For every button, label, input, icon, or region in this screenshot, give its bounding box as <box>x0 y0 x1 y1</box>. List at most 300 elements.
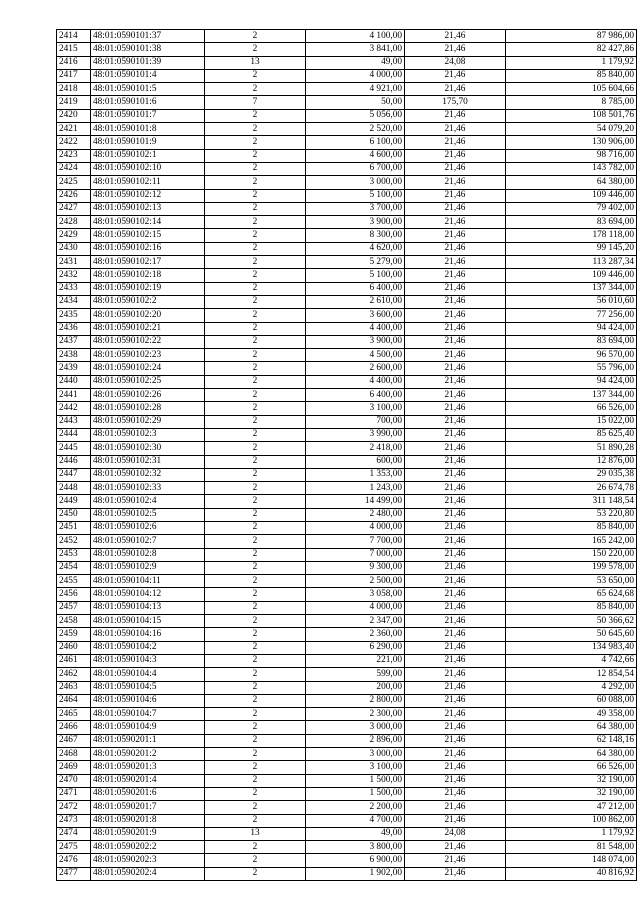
row-number-cell: 2469 <box>57 761 91 774</box>
category-code-cell: 2 <box>205 482 306 495</box>
table-row <box>57 548 637 561</box>
table-row <box>57 841 637 854</box>
category-code-cell: 2 <box>205 681 306 694</box>
value-cell: 49 358,00 <box>506 708 637 721</box>
row-number-cell: 2428 <box>57 216 91 229</box>
area-cell: 4 921,00 <box>306 83 405 96</box>
rate-cell: 21,46 <box>405 641 506 654</box>
category-code-cell: 2 <box>205 176 306 189</box>
rate-cell: 24,08 <box>405 56 506 69</box>
row-number-cell: 2447 <box>57 468 91 481</box>
category-code-cell: 2 <box>205 654 306 667</box>
table-row <box>57 256 637 269</box>
rate-cell: 21,46 <box>405 269 506 282</box>
value-cell: 64 380,00 <box>506 176 637 189</box>
category-code-cell: 2 <box>205 814 306 827</box>
value-cell: 94 424,00 <box>506 375 637 388</box>
area-cell: 2 800,00 <box>306 694 405 707</box>
category-code-cell: 2 <box>205 455 306 468</box>
table-row <box>57 761 637 774</box>
category-code-cell: 2 <box>205 402 306 415</box>
cadastral-number-cell: 48:01:0590101:37 <box>91 30 205 43</box>
category-code-cell: 2 <box>205 389 306 402</box>
area-cell: 2 200,00 <box>306 801 405 814</box>
cadastral-number-cell: 48:01:0590102:8 <box>91 548 205 561</box>
table-row <box>57 123 637 136</box>
cadastral-number-cell: 48:01:0590102:32 <box>91 468 205 481</box>
row-number-cell: 2464 <box>57 694 91 707</box>
value-cell: 51 890,28 <box>506 442 637 455</box>
value-cell: 105 604,66 <box>506 83 637 96</box>
area-cell: 3 000,00 <box>306 176 405 189</box>
area-cell: 5 100,00 <box>306 189 405 202</box>
row-number-cell: 2454 <box>57 561 91 574</box>
category-code-cell: 2 <box>205 442 306 455</box>
area-cell: 2 600,00 <box>306 362 405 375</box>
area-cell: 7 000,00 <box>306 548 405 561</box>
rate-cell: 21,46 <box>405 335 506 348</box>
cadastral-number-cell: 48:01:0590102:20 <box>91 309 205 322</box>
table-row <box>57 69 637 82</box>
category-code-cell: 2 <box>205 162 306 175</box>
category-code-cell: 2 <box>205 575 306 588</box>
table-row <box>57 229 637 242</box>
category-code-cell: 13 <box>205 56 306 69</box>
category-code-cell: 2 <box>205 495 306 508</box>
cadastral-number-cell: 48:01:0590102:25 <box>91 375 205 388</box>
rate-cell: 21,46 <box>405 162 506 175</box>
table-row <box>57 482 637 495</box>
cadastral-number-cell: 48:01:0590202:3 <box>91 854 205 867</box>
rate-cell: 21,46 <box>405 455 506 468</box>
category-code-cell: 2 <box>205 535 306 548</box>
cadastral-number-cell: 48:01:0590102:28 <box>91 402 205 415</box>
value-cell: 66 526,00 <box>506 761 637 774</box>
value-cell: 26 674,78 <box>506 482 637 495</box>
cadastral-number-cell: 48:01:0590102:7 <box>91 535 205 548</box>
category-code-cell: 2 <box>205 854 306 867</box>
area-cell: 3 841,00 <box>306 43 405 56</box>
table-row <box>57 455 637 468</box>
table-row <box>57 654 637 667</box>
value-cell: 148 074,00 <box>506 854 637 867</box>
rate-cell: 21,46 <box>405 654 506 667</box>
rate-cell: 21,46 <box>405 349 506 362</box>
rate-cell: 21,46 <box>405 814 506 827</box>
value-cell: 56 010,60 <box>506 295 637 308</box>
rate-cell: 21,46 <box>405 601 506 614</box>
cadastral-number-cell: 48:01:0590104:3 <box>91 654 205 667</box>
category-code-cell: 2 <box>205 628 306 641</box>
area-cell: 3 100,00 <box>306 402 405 415</box>
rate-cell: 21,46 <box>405 867 506 880</box>
category-code-cell: 2 <box>205 867 306 880</box>
table-row <box>57 242 637 255</box>
cadastral-number-cell: 48:01:0590201:6 <box>91 787 205 800</box>
category-code-cell: 2 <box>205 841 306 854</box>
row-number-cell: 2465 <box>57 708 91 721</box>
table-row <box>57 588 637 601</box>
area-cell: 4 600,00 <box>306 149 405 162</box>
row-number-cell: 2462 <box>57 668 91 681</box>
area-cell: 2 347,00 <box>306 615 405 628</box>
row-number-cell: 2449 <box>57 495 91 508</box>
value-cell: 109 446,00 <box>506 189 637 202</box>
category-code-cell: 2 <box>205 774 306 787</box>
row-number-cell: 2424 <box>57 162 91 175</box>
row-number-cell: 2438 <box>57 349 91 362</box>
rate-cell: 21,46 <box>405 588 506 601</box>
row-number-cell: 2457 <box>57 601 91 614</box>
table-row <box>57 83 637 96</box>
table-row <box>57 508 637 521</box>
cadastral-number-cell: 48:01:0590101:8 <box>91 123 205 136</box>
cadastral-number-cell: 48:01:0590101:38 <box>91 43 205 56</box>
table-row <box>57 495 637 508</box>
value-cell: 32 190,00 <box>506 774 637 787</box>
area-cell: 4 100,00 <box>306 30 405 43</box>
row-number-cell: 2475 <box>57 841 91 854</box>
cadastral-number-cell: 48:01:0590102:5 <box>91 508 205 521</box>
value-cell: 311 148,54 <box>506 495 637 508</box>
rate-cell: 21,46 <box>405 841 506 854</box>
category-code-cell: 2 <box>205 641 306 654</box>
category-code-cell: 2 <box>205 721 306 734</box>
category-code-cell: 2 <box>205 615 306 628</box>
row-number-cell: 2470 <box>57 774 91 787</box>
table-row <box>57 349 637 362</box>
area-cell: 5 100,00 <box>306 269 405 282</box>
cadastral-number-cell: 48:01:0590102:23 <box>91 349 205 362</box>
rate-cell: 21,46 <box>405 561 506 574</box>
area-cell: 2 896,00 <box>306 734 405 747</box>
area-cell: 1 500,00 <box>306 787 405 800</box>
cadastral-number-cell: 48:01:0590102:19 <box>91 282 205 295</box>
cadastral-number-cell: 48:01:0590102:26 <box>91 389 205 402</box>
row-number-cell: 2414 <box>57 30 91 43</box>
value-cell: 137 344,00 <box>506 389 637 402</box>
cadastral-number-cell: 48:01:0590104:9 <box>91 721 205 734</box>
table-row <box>57 442 637 455</box>
value-cell: 108 501,76 <box>506 109 637 122</box>
category-code-cell: 2 <box>205 521 306 534</box>
row-number-cell: 2455 <box>57 575 91 588</box>
category-code-cell: 2 <box>205 561 306 574</box>
cadastral-number-cell: 48:01:0590102:16 <box>91 242 205 255</box>
cadastral-number-cell: 48:01:0590201:9 <box>91 827 205 840</box>
category-code-cell: 2 <box>205 668 306 681</box>
area-cell: 6 900,00 <box>306 854 405 867</box>
rate-cell: 21,46 <box>405 734 506 747</box>
table-row <box>57 335 637 348</box>
rate-cell: 21,46 <box>405 575 506 588</box>
value-cell: 50 645,60 <box>506 628 637 641</box>
table-row <box>57 389 637 402</box>
area-cell: 3 900,00 <box>306 216 405 229</box>
cadastral-number-cell: 48:01:0590102:10 <box>91 162 205 175</box>
cadastral-number-cell: 48:01:0590102:11 <box>91 176 205 189</box>
category-code-cell: 2 <box>205 282 306 295</box>
cadastral-number-cell: 48:01:0590101:5 <box>91 83 205 96</box>
value-cell: 60 088,00 <box>506 694 637 707</box>
value-cell: 32 190,00 <box>506 787 637 800</box>
cadastral-number-cell: 48:01:0590104:4 <box>91 668 205 681</box>
value-cell: 1 179,92 <box>506 827 637 840</box>
value-cell: 81 548,00 <box>506 841 637 854</box>
table-row <box>57 615 637 628</box>
rate-cell: 21,46 <box>405 149 506 162</box>
row-number-cell: 2425 <box>57 176 91 189</box>
row-number-cell: 2450 <box>57 508 91 521</box>
area-cell: 7 700,00 <box>306 535 405 548</box>
table-body <box>57 30 637 881</box>
row-number-cell: 2458 <box>57 615 91 628</box>
rate-cell: 21,46 <box>405 694 506 707</box>
cadastral-number-cell: 48:01:0590102:9 <box>91 561 205 574</box>
row-number-cell: 2473 <box>57 814 91 827</box>
area-cell: 4 500,00 <box>306 349 405 362</box>
row-number-cell: 2432 <box>57 269 91 282</box>
rate-cell: 21,46 <box>405 375 506 388</box>
category-code-cell: 2 <box>205 202 306 215</box>
value-cell: 53 220,80 <box>506 508 637 521</box>
rate-cell: 21,46 <box>405 216 506 229</box>
value-cell: 165 242,00 <box>506 535 637 548</box>
table-row <box>57 189 637 202</box>
table-row <box>57 162 637 175</box>
row-number-cell: 2417 <box>57 69 91 82</box>
category-code-cell: 2 <box>205 69 306 82</box>
category-code-cell: 2 <box>205 216 306 229</box>
value-cell: 65 624,68 <box>506 588 637 601</box>
area-cell: 4 000,00 <box>306 69 405 82</box>
cadastral-number-cell: 48:01:0590102:14 <box>91 216 205 229</box>
row-number-cell: 2436 <box>57 322 91 335</box>
area-cell: 3 900,00 <box>306 335 405 348</box>
table-row <box>57 708 637 721</box>
table-row <box>57 202 637 215</box>
table-row <box>57 721 637 734</box>
table-row <box>57 56 637 69</box>
rate-cell: 21,46 <box>405 229 506 242</box>
area-cell: 8 300,00 <box>306 229 405 242</box>
value-cell: 83 694,00 <box>506 335 637 348</box>
row-number-cell: 2426 <box>57 189 91 202</box>
cadastral-number-cell: 48:01:0590101:7 <box>91 109 205 122</box>
category-code-cell: 2 <box>205 694 306 707</box>
category-code-cell: 2 <box>205 43 306 56</box>
rate-cell: 21,46 <box>405 535 506 548</box>
table-row <box>57 681 637 694</box>
cadastral-number-cell: 48:01:0590104:2 <box>91 641 205 654</box>
table-row <box>57 43 637 56</box>
area-cell: 200,00 <box>306 681 405 694</box>
table-row <box>57 30 637 43</box>
table-row <box>57 641 637 654</box>
rate-cell: 21,46 <box>405 761 506 774</box>
area-cell: 599,00 <box>306 668 405 681</box>
cadastral-number-cell: 48:01:0590102:30 <box>91 442 205 455</box>
rate-cell: 21,46 <box>405 415 506 428</box>
area-cell: 2 610,00 <box>306 295 405 308</box>
area-cell: 3 600,00 <box>306 309 405 322</box>
category-code-cell: 2 <box>205 508 306 521</box>
value-cell: 113 287,34 <box>506 256 637 269</box>
area-cell: 1 500,00 <box>306 774 405 787</box>
area-cell: 700,00 <box>306 415 405 428</box>
value-cell: 87 986,00 <box>506 30 637 43</box>
category-code-cell: 7 <box>205 96 306 109</box>
table-row <box>57 521 637 534</box>
land-parcel-table <box>56 29 637 881</box>
rate-cell: 21,46 <box>405 615 506 628</box>
value-cell: 199 578,00 <box>506 561 637 574</box>
area-cell: 49,00 <box>306 56 405 69</box>
area-cell: 3 058,00 <box>306 588 405 601</box>
category-code-cell: 2 <box>205 787 306 800</box>
cadastral-number-cell: 48:01:0590102:21 <box>91 322 205 335</box>
rate-cell: 21,46 <box>405 83 506 96</box>
row-number-cell: 2430 <box>57 242 91 255</box>
row-number-cell: 2422 <box>57 136 91 149</box>
area-cell: 4 400,00 <box>306 322 405 335</box>
cadastral-number-cell: 48:01:0590202:2 <box>91 841 205 854</box>
row-number-cell: 2431 <box>57 256 91 269</box>
value-cell: 85 625,40 <box>506 428 637 441</box>
category-code-cell: 2 <box>205 149 306 162</box>
row-number-cell: 2437 <box>57 335 91 348</box>
row-number-cell: 2461 <box>57 654 91 667</box>
area-cell: 4 700,00 <box>306 814 405 827</box>
category-code-cell: 2 <box>205 256 306 269</box>
rate-cell: 21,46 <box>405 389 506 402</box>
cadastral-number-cell: 48:01:0590102:1 <box>91 149 205 162</box>
value-cell: 4 292,00 <box>506 681 637 694</box>
area-cell: 6 100,00 <box>306 136 405 149</box>
table-row <box>57 867 637 880</box>
area-cell: 4 000,00 <box>306 601 405 614</box>
cadastral-number-cell: 48:01:0590201:7 <box>91 801 205 814</box>
row-number-cell: 2423 <box>57 149 91 162</box>
value-cell: 47 212,00 <box>506 801 637 814</box>
table-row <box>57 468 637 481</box>
value-cell: 79 402,00 <box>506 202 637 215</box>
rate-cell: 21,46 <box>405 787 506 800</box>
cadastral-number-cell: 48:01:0590102:2 <box>91 295 205 308</box>
category-code-cell: 2 <box>205 109 306 122</box>
category-code-cell: 2 <box>205 30 306 43</box>
row-number-cell: 2472 <box>57 801 91 814</box>
rate-cell: 21,46 <box>405 202 506 215</box>
rate-cell: 21,46 <box>405 495 506 508</box>
cadastral-number-cell: 48:01:0590102:31 <box>91 455 205 468</box>
category-code-cell: 2 <box>205 428 306 441</box>
value-cell: 64 380,00 <box>506 748 637 761</box>
rate-cell: 21,46 <box>405 256 506 269</box>
rate-cell: 21,46 <box>405 548 506 561</box>
rate-cell: 21,46 <box>405 109 506 122</box>
rate-cell: 21,46 <box>405 242 506 255</box>
value-cell: 83 694,00 <box>506 216 637 229</box>
row-number-cell: 2427 <box>57 202 91 215</box>
cadastral-number-cell: 48:01:0590102:6 <box>91 521 205 534</box>
row-number-cell: 2420 <box>57 109 91 122</box>
row-number-cell: 2466 <box>57 721 91 734</box>
row-number-cell: 2441 <box>57 389 91 402</box>
area-cell: 50,00 <box>306 96 405 109</box>
table-row <box>57 136 637 149</box>
table-row <box>57 854 637 867</box>
table-row <box>57 176 637 189</box>
cadastral-number-cell: 48:01:0590102:3 <box>91 428 205 441</box>
table-row <box>57 428 637 441</box>
table-row <box>57 375 637 388</box>
category-code-cell: 2 <box>205 748 306 761</box>
rate-cell: 21,46 <box>405 681 506 694</box>
row-number-cell: 2421 <box>57 123 91 136</box>
table-row <box>57 362 637 375</box>
row-number-cell: 2453 <box>57 548 91 561</box>
category-code-cell: 2 <box>205 189 306 202</box>
value-cell: 137 344,00 <box>506 282 637 295</box>
cadastral-number-cell: 48:01:0590102:17 <box>91 256 205 269</box>
table-row <box>57 269 637 282</box>
cadastral-number-cell: 48:01:0590104:15 <box>91 615 205 628</box>
row-number-cell: 2443 <box>57 415 91 428</box>
value-cell: 143 782,00 <box>506 162 637 175</box>
cadastral-number-cell: 48:01:0590101:4 <box>91 69 205 82</box>
cadastral-number-cell: 48:01:0590201:4 <box>91 774 205 787</box>
cadastral-number-cell: 48:01:0590201:1 <box>91 734 205 747</box>
rate-cell: 21,46 <box>405 508 506 521</box>
value-cell: 4 742,66 <box>506 654 637 667</box>
rate-cell: 21,46 <box>405 362 506 375</box>
row-number-cell: 2419 <box>57 96 91 109</box>
cadastral-number-cell: 48:01:0590102:4 <box>91 495 205 508</box>
rate-cell: 21,46 <box>405 322 506 335</box>
area-cell: 6 400,00 <box>306 282 405 295</box>
row-number-cell: 2444 <box>57 428 91 441</box>
rate-cell: 21,46 <box>405 774 506 787</box>
category-code-cell: 2 <box>205 375 306 388</box>
value-cell: 98 716,00 <box>506 149 637 162</box>
table-row <box>57 282 637 295</box>
rate-cell: 21,46 <box>405 309 506 322</box>
table-row <box>57 774 637 787</box>
cadastral-number-cell: 48:01:0590201:3 <box>91 761 205 774</box>
category-code-cell: 2 <box>205 295 306 308</box>
rate-cell: 21,46 <box>405 189 506 202</box>
row-number-cell: 2416 <box>57 56 91 69</box>
value-cell: 109 446,00 <box>506 269 637 282</box>
category-code-cell: 2 <box>205 322 306 335</box>
table-row <box>57 827 637 840</box>
category-code-cell: 2 <box>205 136 306 149</box>
area-cell: 600,00 <box>306 455 405 468</box>
category-code-cell: 2 <box>205 468 306 481</box>
value-cell: 178 118,00 <box>506 229 637 242</box>
category-code-cell: 2 <box>205 548 306 561</box>
area-cell: 2 500,00 <box>306 575 405 588</box>
cadastral-number-cell: 48:01:0590101:9 <box>91 136 205 149</box>
table-row <box>57 801 637 814</box>
area-cell: 3 000,00 <box>306 721 405 734</box>
table-row <box>57 402 637 415</box>
area-cell: 5 279,00 <box>306 256 405 269</box>
table-row <box>57 694 637 707</box>
value-cell: 8 785,00 <box>506 96 637 109</box>
row-number-cell: 2448 <box>57 482 91 495</box>
